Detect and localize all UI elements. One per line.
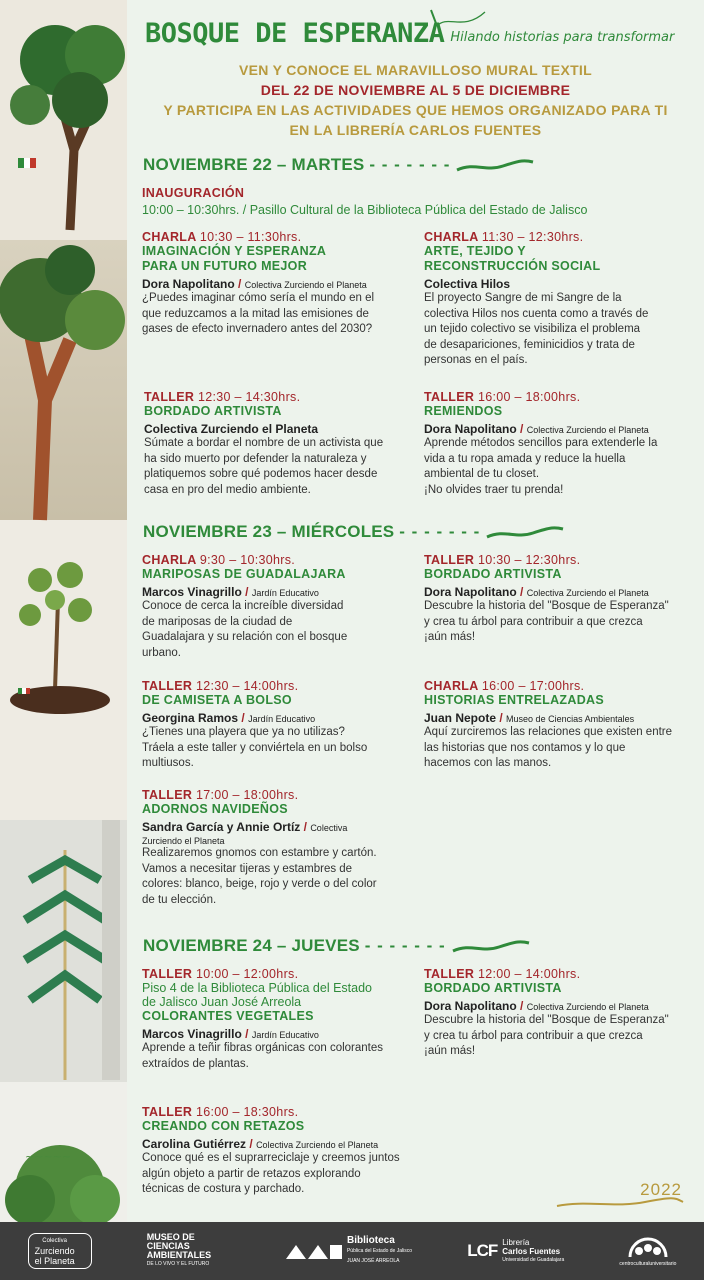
day-heading bbox=[143, 522, 565, 542]
event-description: las historias que nos contamos y lo que bbox=[424, 741, 626, 754]
event-description: vida a tu ropa amada y reduce la huella bbox=[424, 452, 626, 465]
event-description: y crea tu árbol para contribuir a que crezca bbox=[424, 1029, 643, 1042]
speaker: Marcos Vinagrillo bbox=[142, 1027, 242, 1041]
event-card: TALLER 12:00 – 14:00hrs. BORDADO ARTIVISTA Dora Napolitano / Colectiva Zurciendo el Planeta Descubre la historia del "Bosque de Esperanza" y crea tu árbol para contribuir a que crezca ¡aún más! bbox=[424, 967, 694, 1060]
event-card: TALLER 10:30 – 12:30hrs. BORDADO ARTIVISTA Dora Napolitano / Colectiva Zurciendo el Planeta Descubre la historia del "Bosque de Esperanza" y crea tu árbol para contribuir a que crezca ¡aún más! bbox=[424, 553, 694, 646]
event-title: CREANDO CON RETAZOS bbox=[142, 1119, 305, 1133]
event-card: CHARLA 10:30 – 11:30hrs. IMAGINACIÓN Y ESPERANZA PARA UN FUTURO MEJOR Dora Napolitano / Colectiva Zurciendo el Planeta ¿Puedes imaginar cómo sería el mundo en el que reduzcamos a la mitad las emisiones de gases de efecto invernadero antes del 2030? bbox=[142, 230, 412, 338]
event-description: ¿Puedes imaginar cómo sería el mundo en el bbox=[142, 292, 375, 304]
event-description: El proyecto Sangre de mi Sangre de la bbox=[424, 292, 622, 304]
logo-text: JUAN JOSÉ ARREOLA bbox=[346, 1258, 400, 1264]
event-title: RECONSTRUCCIÓN SOCIAL bbox=[424, 259, 601, 273]
event-title: PARA UN FUTURO MEJOR bbox=[142, 259, 308, 273]
event-description: y crea tu árbol para contribuir a que crezca bbox=[424, 615, 643, 628]
event-time: 12:30 – 14:30hrs. bbox=[197, 390, 301, 404]
event-description: extraídos de plantas. bbox=[142, 1057, 249, 1070]
thread-flourish-icon bbox=[485, 525, 565, 541]
event-type: TALLER bbox=[424, 967, 475, 981]
dash-divider: - - - - - - - bbox=[399, 522, 481, 541]
event-description: colores: blanco, beige, rojo y verde o del color bbox=[142, 878, 377, 890]
event-location: Piso 4 de la Biblioteca Pública del Estado bbox=[142, 981, 373, 995]
logo-libreria-carlos-fuentes[interactable] bbox=[467, 1238, 564, 1265]
event-type: CHARLA bbox=[424, 679, 479, 693]
organization: Colectiva Zurciendo el Planeta bbox=[526, 588, 649, 598]
page-title: BOSQUE DE ESPERANZA bbox=[145, 18, 445, 49]
logo-text: Colectiva bbox=[42, 1238, 67, 1244]
event-description: ¿Tienes una playera que ya no utilizas? bbox=[142, 726, 345, 738]
event-time: 11:30 – 12:30hrs. bbox=[481, 230, 584, 244]
thread-flourish-icon bbox=[455, 158, 535, 174]
footer-logos bbox=[0, 1222, 704, 1280]
event-card: TALLER 10:00 – 12:00hrs. Piso 4 de la Biblioteca Pública del Estado de Jalisco Juan José Arreola COLORANTES VEGETALES Marcos Vinagrillo / Jardín Educativo Aprende a teñir fibras orgánicas con colorantes extraídos de plantas. bbox=[142, 967, 412, 1072]
svg-text:~~~~~: ~~~~~ bbox=[25, 1150, 72, 1163]
event-description: Súmate a bordar el nombre de un activista que bbox=[144, 437, 384, 449]
event-title: DE CAMISETA A BOLSO bbox=[142, 693, 292, 707]
event-description: Conoce qué es el suprarreciclaje y creemos juntos bbox=[142, 1152, 400, 1164]
program-content bbox=[127, 0, 704, 1222]
logo-text: el Planeta bbox=[34, 1256, 75, 1266]
event-type: TALLER bbox=[142, 967, 193, 981]
thread-flourish-icon bbox=[451, 939, 531, 955]
event-description: ¡aún más! bbox=[424, 631, 476, 643]
day-label: NOVIEMBRE 24 – JUEVES bbox=[143, 936, 360, 955]
logo-centro-cultural-universitario[interactable] bbox=[619, 1235, 676, 1267]
organization: Colectiva Zurciendo el Planeta bbox=[526, 425, 649, 435]
event-description: de mariposas de la ciudad de bbox=[142, 615, 293, 628]
speaker: Sandra García y Annie Ortíz bbox=[142, 820, 301, 834]
event-description: platiquemos sobre qué podemos hacer desde bbox=[144, 468, 378, 480]
event-title: COLORANTES VEGETALES bbox=[142, 1009, 314, 1023]
logo-biblioteca[interactable] bbox=[284, 1236, 412, 1266]
event-card bbox=[424, 230, 694, 369]
logo-zurciendo-el-planeta[interactable] bbox=[28, 1233, 92, 1269]
event-description: casa en pro del medio ambiente. bbox=[144, 483, 311, 496]
event-title: BORDADO ARTIVISTA bbox=[144, 404, 282, 418]
day-label: NOVIEMBRE 23 – MIÉRCOLES bbox=[143, 522, 395, 541]
event-description: que reduzcamos a la mitad las emisiones de bbox=[142, 307, 369, 320]
speaker: Juan Nepote bbox=[424, 711, 497, 725]
event-description: Descubre la historia del "Bosque de Esperanza" bbox=[424, 1014, 669, 1026]
event-description: Guadalajara y su relación con el bosque bbox=[142, 631, 348, 643]
logo-text: Pública del Estado de Jalisco bbox=[346, 1248, 413, 1254]
event-card: CHARLA 16:00 – 17:00hrs. HISTORIAS ENTRELAZADAS Juan Nepote / Museo de Ciencias Ambientales Aquí zurciremos las relaciones que existen entre las historias que nos contamos y lo que hacemos con las manos. bbox=[424, 679, 694, 772]
event-description: de desapariciones, feminicidios y trata de bbox=[424, 338, 635, 351]
event-time: 12:00 – 14:00hrs. bbox=[477, 967, 581, 981]
event-title: ARTE, TEJIDO Y bbox=[424, 244, 526, 258]
intro-line: VEN Y CONOCE EL MARAVILLOSO MURAL TEXTIL bbox=[239, 62, 592, 78]
event-type: CHARLA bbox=[142, 230, 197, 244]
intro-dates: DEL 22 DE NOVIEMBRE AL 5 DE DICIEMBRE bbox=[260, 82, 571, 98]
organization: Zurciendo el Planeta bbox=[142, 836, 225, 846]
event-card: TALLER 12:30 – 14:00hrs. DE CAMISETA A BOLSO Georgina Ramos / Jardín Educativo ¿Tienes una playera que ya no utilizas? Tráela a este taller y conviértela en un bolso multiusos. bbox=[142, 679, 412, 772]
event-description: técnicas de costura y parchado. bbox=[142, 1183, 305, 1195]
page-subtitle: Hilando historias para transformar bbox=[450, 30, 675, 45]
organization: Jardín Educativo bbox=[251, 588, 319, 598]
event-title: MARIPOSAS DE GUADALAJARA bbox=[142, 567, 346, 581]
event-description: Descubre la historia del "Bosque de Esperanza" bbox=[424, 600, 669, 612]
day-label: NOVIEMBRE 22 – MARTES bbox=[143, 155, 365, 174]
logo-text: AMBIENTALES bbox=[146, 1250, 212, 1260]
speaker: Colectiva Zurciendo el Planeta bbox=[144, 422, 319, 436]
event-type: TALLER bbox=[424, 390, 475, 404]
logo-text: Zurciendo bbox=[34, 1246, 75, 1256]
event-inauguracion bbox=[142, 186, 692, 217]
event-description: un tejido colectivo se visibiliza el problema bbox=[424, 323, 641, 335]
organization: Colectiva Zurciendo el Planeta bbox=[526, 1002, 649, 1012]
event-type: INAUGURACIÓN bbox=[142, 186, 245, 200]
organization: Museo de Ciencias Ambientales bbox=[506, 714, 635, 724]
organization: Colectiva Zurciendo el Planeta bbox=[244, 280, 367, 290]
event-description: ha sido muerto por defender la naturaleza y bbox=[144, 452, 367, 465]
event-card: TALLER 16:00 – 18:30hrs. CREANDO CON RETAZOS Carolina Gutiérrez / Colectiva Zurciendo el Planeta Conoce qué es el suprarreciclaje y creemos juntos algún objeto a partir de retazos explorando técnicas de costura y parchado. bbox=[142, 1105, 432, 1198]
biblioteca-mark-icon bbox=[284, 1241, 344, 1261]
event-card bbox=[144, 390, 414, 498]
event-time: 17:00 – 18:00hrs. bbox=[195, 788, 299, 802]
event-description: hacemos con las manos. bbox=[424, 757, 552, 769]
event-time: 10:00 – 12:00hrs. bbox=[195, 967, 299, 981]
organization: Jardín Educativo bbox=[251, 1030, 319, 1040]
event-title: IMAGINACIÓN Y ESPERANZA bbox=[142, 244, 327, 258]
speaker: Dora Napolitano bbox=[424, 999, 517, 1013]
event-type: CHARLA bbox=[424, 230, 479, 244]
logo-text: Librería bbox=[502, 1237, 530, 1247]
event-time: 16:00 – 18:00hrs. bbox=[477, 390, 581, 404]
event-description: urbano. bbox=[142, 646, 182, 659]
event-description: Aprende a teñir fibras orgánicas con colorantes bbox=[142, 1042, 384, 1054]
event-location: de Jalisco Juan José Arreola bbox=[142, 995, 302, 1009]
event-card: TALLER 16:00 – 18:00hrs. REMIENDOS Dora Napolitano / Colectiva Zurciendo el Planeta Aprende métodos sencillos para extenderle la vida a tu ropa amada y reduce la huella ambiental de tu closet. ¡No olvides traer tu prenda! bbox=[424, 390, 694, 498]
logo-text: centroculturaluniversitario bbox=[619, 1261, 677, 1267]
event-title: BORDADO ARTIVISTA bbox=[424, 981, 562, 995]
event-type: CHARLA bbox=[142, 553, 197, 567]
event-time: 10:30 – 12:30hrs. bbox=[477, 553, 581, 567]
logo-text: Universidad de Guadalajara bbox=[502, 1256, 565, 1263]
day-heading bbox=[143, 936, 531, 956]
event-description: de tu elección. bbox=[142, 893, 217, 906]
event-description: ¡aún más! bbox=[424, 1045, 476, 1057]
day-heading bbox=[143, 155, 535, 175]
intro-line: Y PARTICIPA EN LAS ACTIVIDADES QUE HEMOS ORGANIZADO PARA TI bbox=[163, 102, 668, 118]
logo-text: Biblioteca bbox=[346, 1235, 395, 1246]
dash-divider: - - - - - - - bbox=[364, 936, 446, 955]
event-type: TALLER bbox=[142, 788, 193, 802]
event-location: 10:00 – 10:30hrs. / Pasillo Cultural de la Biblioteca Pública del Estado de Jalisco bbox=[142, 203, 588, 217]
speaker: Colectiva Hilos bbox=[424, 277, 511, 291]
event-time: 10:30 – 11:30hrs. bbox=[199, 230, 302, 244]
ccu-mark-icon bbox=[626, 1235, 670, 1259]
event-description: personas en el país. bbox=[424, 354, 528, 366]
organization: Colectiva Zurciendo el Planeta bbox=[256, 1140, 379, 1150]
textile-mural-strip bbox=[0, 0, 127, 1222]
logo-text: MUSEO DE bbox=[146, 1232, 195, 1242]
year-label: 2022 bbox=[640, 1180, 682, 1199]
thread-flourish-icon bbox=[555, 1196, 685, 1210]
event-type: TALLER bbox=[142, 679, 193, 693]
logo-museo-ciencias-ambientales[interactable] bbox=[147, 1233, 229, 1269]
header bbox=[145, 18, 674, 49]
organization: Colectiva bbox=[310, 823, 348, 833]
speaker: Georgina Ramos bbox=[142, 711, 239, 725]
event-description: algún objeto a partir de retazos explorando bbox=[142, 1167, 361, 1180]
speaker: Dora Napolitano bbox=[424, 585, 517, 599]
event-type: TALLER bbox=[424, 553, 475, 567]
event-description: ambiental de tu closet. bbox=[424, 468, 540, 480]
speaker: Dora Napolitano bbox=[424, 422, 517, 436]
speaker: Marcos Vinagrillo bbox=[142, 585, 242, 599]
speaker: Dora Napolitano bbox=[142, 277, 235, 291]
event-description: gases de efecto invernadero antes del 2030? bbox=[142, 323, 373, 335]
speaker: Carolina Gutiérrez bbox=[142, 1137, 247, 1151]
event-description: multiusos. bbox=[142, 757, 194, 769]
logo-text: CIENCIAS bbox=[146, 1241, 190, 1251]
logo-text: Carlos Fuentes bbox=[502, 1246, 561, 1256]
event-time: 12:30 – 14:00hrs. bbox=[195, 679, 299, 693]
tree-embroidery-icon bbox=[0, 0, 127, 1222]
event-description: Tráela a este taller y conviértela en un bolso bbox=[142, 741, 368, 754]
event-time: 16:00 – 18:30hrs. bbox=[195, 1105, 299, 1119]
event-description: Aquí zurciremos las relaciones que existen entre bbox=[424, 726, 673, 738]
logo-text: DE LO VIVO Y EL FUTURO bbox=[146, 1261, 210, 1267]
event-description: Conoce de cerca la increíble diversidad bbox=[142, 600, 344, 612]
event-description: Realizaremos gnomos con estambre y cartón. bbox=[142, 847, 377, 859]
event-card: TALLER 17:00 – 18:00hrs. ADORNOS NAVIDEÑOS Sandra García y Annie Ortíz / Colectiva Zurciendo el Planeta Realizaremos gnomos con estambre y cartón. Vamos a necesitar tijeras y estambres de colores: blanco, beige, rojo y verde o del color de tu elección. bbox=[142, 788, 412, 908]
event-type: TALLER bbox=[144, 390, 195, 404]
needle-icon bbox=[423, 4, 493, 34]
event-title: ADORNOS NAVIDEÑOS bbox=[142, 802, 288, 816]
event-description: colectiva Hilos nos cuenta como a través de bbox=[424, 307, 649, 320]
dash-divider: - - - - - - - bbox=[369, 155, 451, 174]
event-title: REMIENDOS bbox=[424, 404, 503, 418]
event-description: Vamos a necesitar tijeras y estambres de bbox=[142, 862, 353, 875]
event-type: TALLER bbox=[142, 1105, 193, 1119]
logo-text: LCF bbox=[467, 1241, 498, 1260]
organization: Jardín Educativo bbox=[248, 714, 316, 724]
event-time: 16:00 – 17:00hrs. bbox=[481, 679, 585, 693]
event-card: CHARLA 9:30 – 10:30hrs. MARIPOSAS DE GUADALAJARA Marcos Vinagrillo / Jardín Educativo Conoce de cerca la increíble diversidad de mariposas de la ciudad de Guadalajara y su relación con el bosque urbano. bbox=[142, 553, 412, 661]
event-title: BORDADO ARTIVISTA bbox=[424, 567, 562, 581]
event-title: HISTORIAS ENTRELAZADAS bbox=[424, 693, 604, 707]
event-description: ¡No olvides traer tu prenda! bbox=[424, 483, 564, 496]
event-description: Aprende métodos sencillos para extenderle la bbox=[424, 437, 658, 449]
event-time: 9:30 – 10:30hrs. bbox=[199, 553, 296, 567]
intro-line: EN LA LIBRERÍA CARLOS FUENTES bbox=[289, 122, 542, 138]
